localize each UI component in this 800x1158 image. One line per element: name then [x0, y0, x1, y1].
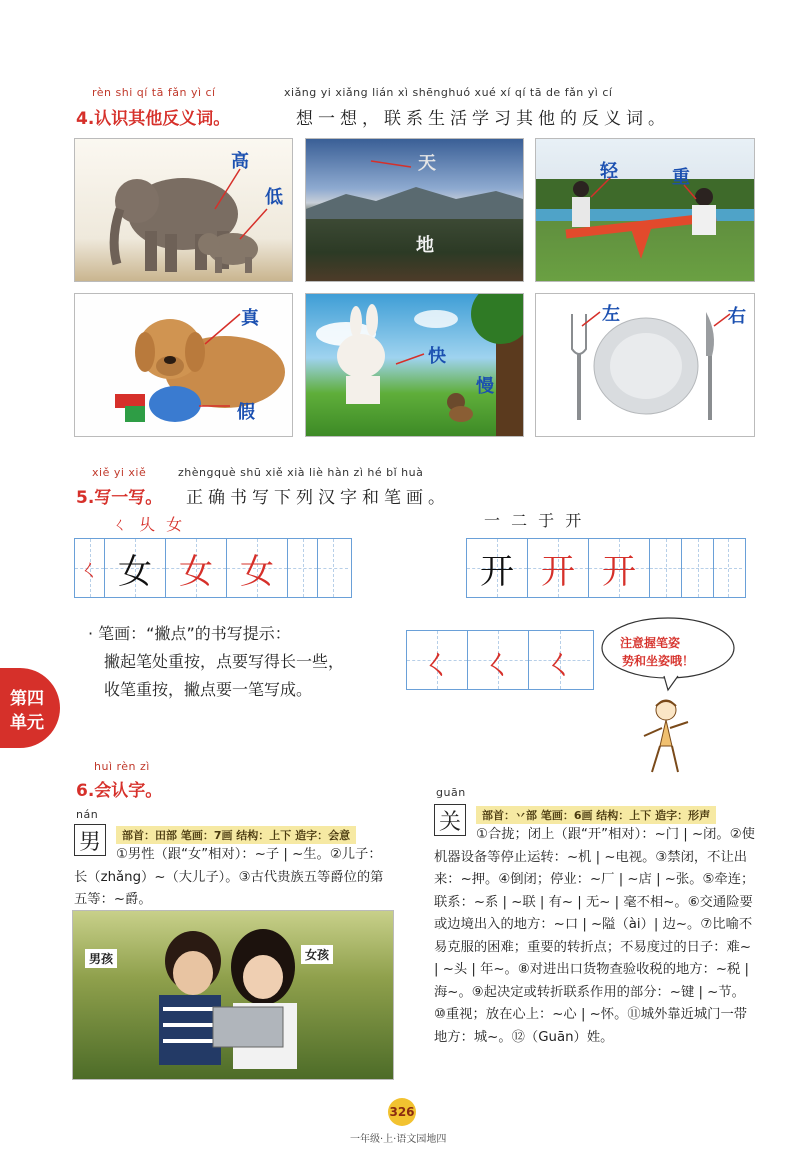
elephant-photo [74, 138, 293, 282]
nan-attrs [116, 824, 356, 844]
stroke-tip-title: · 笔画：“撇点”的书写提示： [88, 624, 291, 643]
footer-caption: 一年级·上·语文园地四 [350, 1134, 447, 1145]
grid-cell: 女 [105, 539, 166, 597]
guan-attrs [476, 804, 716, 824]
guan-attr-bar: 部首：丷部 笔画：6画 结构：上下 造字：形声 [476, 806, 716, 824]
grid-cell: 开 [589, 539, 650, 597]
children-illustration [73, 911, 393, 1079]
grid-cell [714, 539, 742, 597]
seesaw-illustration [536, 139, 754, 281]
grid-cell: 开 [467, 539, 528, 597]
grid-cell: ㄑ [529, 631, 590, 689]
bubble-text-1: 注意握笔姿 [620, 636, 681, 650]
cartoon-race-photo [305, 293, 524, 437]
mountain-illustration [306, 139, 523, 281]
section4-instruction: 想一想，联系生活学习其他的反义词。 [296, 109, 670, 129]
seesaw-photo [535, 138, 755, 282]
nan-definition: ①男性（跟“女”相对）：~子 | ~生。②儿子：长（zhǎng）~（大儿子）。③古代贵族五等爵位的第五等：~爵。 [74, 847, 384, 907]
cartoon-writer-icon [636, 696, 696, 778]
label-earth: 地 [416, 235, 434, 256]
section6-pinyin: huì rèn zì [94, 760, 150, 773]
cartoon-illustration [306, 294, 523, 436]
label-right: 右 [728, 306, 746, 327]
label-low: 低 [265, 187, 283, 208]
plate-photo [535, 293, 755, 437]
label-sky: 天 [418, 153, 436, 174]
label-girl: 女孩 [301, 945, 333, 964]
dog-illustration [75, 294, 292, 436]
grid-cell: ㄑ [468, 631, 529, 689]
section4-heading: 4.认识其他反义词。 [76, 109, 231, 129]
section4-pinyin-heading: rèn shi qí tā fǎn yì cí [92, 86, 216, 99]
grid-cell: ㄑ [407, 631, 468, 689]
unit-tab-line1: 第四 [10, 689, 44, 709]
label-left: 左 [602, 304, 620, 325]
grid-cell: ㄑ [75, 539, 105, 597]
section5-pinyin-rest: zhèngquè shū xiě xià liè hàn zì hé bǐ huà [178, 466, 424, 479]
label-light: 轻 [600, 161, 618, 182]
writing-grid-kai [466, 538, 746, 598]
grid-cell: 女 [166, 539, 227, 597]
guan-character: 关 [434, 804, 466, 836]
writing-grid-nu [74, 538, 352, 598]
dog-photo [74, 293, 293, 437]
stroke-practice-grid [406, 630, 594, 690]
grid-cell [288, 539, 318, 597]
label-real: 真 [241, 308, 259, 329]
plate-illustration [536, 294, 754, 436]
label-boy: 男孩 [85, 949, 117, 968]
section4-pinyin-rest: xiǎng yi xiǎng lián xì shēnghuó xué xí qí tā de fǎn yì cí [284, 86, 613, 99]
guan-definition: ①合拢；闭上（跟“开”相对）：~门 | ~闭。②使机器设备等停止运转：~机 | ~电视。③禁闭，不让出来：~押。④倒闭；停业：~厂 | ~店 | ~张。⑤牵连；联系：~系 | ~联 | 有~ | 无~ | 毫不相~。⑥交通险要或边境出入的地方：~口 | ~隘（ài）| 边~。⑦比喻不易克服的困难；重要的转折点；不易度过的日子：难~ | ~头 | 年~。⑧对进出口货物查验收税的地方：~税 | 海~。⑨起决定或转折联系作用的部分：~键 | ~节。⑩重视；放在心上：~心 | ~怀。⑪城外靠近城门一带地方：城~。⑫（Guān）姓。 [434, 827, 755, 1045]
elephant-illustration [75, 139, 292, 281]
label-slow: 慢 [476, 376, 494, 397]
nan-character: 男 [74, 824, 106, 856]
nan-pinyin: nán [76, 808, 99, 821]
label-fast: 快 [428, 346, 446, 367]
section5-pinyin-heading: xiě yi xiě [92, 466, 147, 479]
section5-instruction: 正确书写下列汉字和笔画。 [186, 488, 450, 508]
grid-cell [682, 539, 714, 597]
unit-tab-line2: 单元 [10, 713, 44, 733]
stroke-order-kai: 一 二 于 开 [484, 511, 585, 530]
stroke-tip-line2: 撇起笔处重按，点要写得长一些， [104, 652, 345, 671]
section6-heading: 6.会认字。 [76, 781, 163, 801]
guan-pinyin: guān [436, 786, 466, 799]
unit-tab [0, 668, 60, 748]
label-heavy: 重 [672, 167, 690, 188]
grid-cell: 开 [528, 539, 589, 597]
sky-earth-photo [305, 138, 524, 282]
boy-girl-photo [72, 910, 394, 1080]
grid-cell [650, 539, 682, 597]
stroke-tip-line3: 收笔重按，撇点要一笔写成。 [104, 680, 313, 699]
bubble-text-2: 势和坐姿哦！ [622, 654, 695, 668]
page-number: 326 [388, 1098, 416, 1126]
grid-cell: 女 [227, 539, 288, 597]
label-high: 高 [231, 151, 249, 172]
nan-attr-bar: 部首：田部 笔画：7画 结构：上下 造字：会意 [116, 826, 356, 844]
grid-cell [318, 539, 348, 597]
label-fake: 假 [237, 402, 255, 423]
section5-heading: 5.写一写。 [76, 488, 163, 508]
stroke-order-nu: ㄑ 乆 女 [112, 515, 186, 534]
